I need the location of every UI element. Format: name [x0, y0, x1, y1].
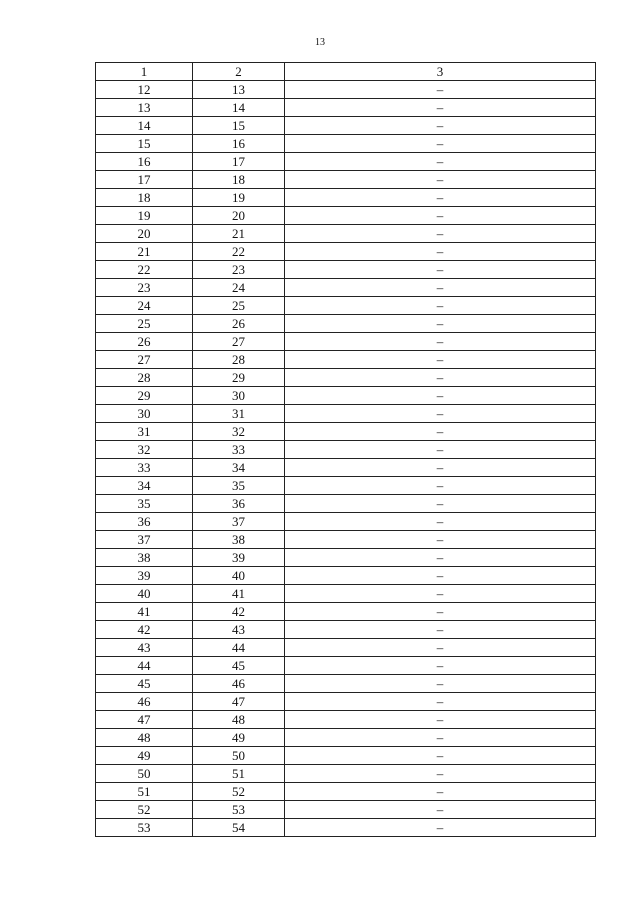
table-cell: 29 [96, 387, 193, 405]
table-row [96, 459, 596, 477]
table-row [96, 207, 596, 225]
table-cell: 52 [96, 801, 193, 819]
table-row [96, 585, 596, 603]
table-cell: 45 [193, 657, 285, 675]
table-cell: – [285, 567, 596, 585]
table-cell: 48 [96, 729, 193, 747]
table-cell: – [285, 99, 596, 117]
table-cell: – [285, 315, 596, 333]
table-cell: 44 [96, 657, 193, 675]
table-row [96, 333, 596, 351]
table-cell: 37 [96, 531, 193, 549]
table-cell: 38 [96, 549, 193, 567]
table-row [96, 441, 596, 459]
table-row [96, 765, 596, 783]
table-cell: 14 [96, 117, 193, 135]
table-cell: 25 [193, 297, 285, 315]
table-row [96, 819, 596, 837]
table-cell: 23 [193, 261, 285, 279]
table-cell: – [285, 621, 596, 639]
table-cell: – [285, 801, 596, 819]
table-row [96, 549, 596, 567]
table-cell: 45 [96, 675, 193, 693]
table-cell: – [285, 225, 596, 243]
table-cell: 53 [96, 819, 193, 837]
table-cell: – [285, 351, 596, 369]
table-cell: 21 [193, 225, 285, 243]
table-cell: 31 [193, 405, 285, 423]
table-row [96, 603, 596, 621]
table-cell: 17 [193, 153, 285, 171]
table-row [96, 117, 596, 135]
table-row [96, 225, 596, 243]
table-cell: – [285, 243, 596, 261]
table-cell: 49 [96, 747, 193, 765]
table-cell: 34 [193, 459, 285, 477]
table-row [96, 513, 596, 531]
table-cell: 28 [96, 369, 193, 387]
table-row [96, 801, 596, 819]
table-cell: 39 [96, 567, 193, 585]
table-cell: – [285, 639, 596, 657]
table-cell: 26 [96, 333, 193, 351]
table-cell: 13 [193, 81, 285, 99]
table-row [96, 657, 596, 675]
table-row [96, 639, 596, 657]
table-cell: – [285, 693, 596, 711]
table-cell: 43 [193, 621, 285, 639]
table-cell: – [285, 531, 596, 549]
table-row [96, 783, 596, 801]
table-cell: 30 [193, 387, 285, 405]
table-body [96, 81, 596, 837]
table-cell: 13 [96, 99, 193, 117]
column-header: 1 [96, 63, 193, 81]
table-cell: 28 [193, 351, 285, 369]
table-cell: 33 [96, 459, 193, 477]
table-cell: 31 [96, 423, 193, 441]
table-row [96, 279, 596, 297]
table-cell: – [285, 261, 596, 279]
table-cell: 23 [96, 279, 193, 297]
table-cell: 36 [96, 513, 193, 531]
table-cell: – [285, 459, 596, 477]
table-row [96, 729, 596, 747]
table-cell: 32 [193, 423, 285, 441]
table-row [96, 693, 596, 711]
table-cell: – [285, 747, 596, 765]
page-number: 13 [315, 37, 325, 48]
table-cell: 40 [193, 567, 285, 585]
table-cell: – [285, 81, 596, 99]
table-cell: 21 [96, 243, 193, 261]
table-cell: – [285, 423, 596, 441]
table-cell: – [285, 783, 596, 801]
table-cell: 29 [193, 369, 285, 387]
table-cell: 38 [193, 531, 285, 549]
table-cell: 47 [96, 711, 193, 729]
table-cell: – [285, 657, 596, 675]
table-cell: – [285, 297, 596, 315]
table-cell: – [285, 279, 596, 297]
table-cell: 36 [193, 495, 285, 513]
table-cell: – [285, 405, 596, 423]
table-cell: – [285, 189, 596, 207]
table-cell: 46 [96, 693, 193, 711]
table-cell: – [285, 729, 596, 747]
table-row [96, 99, 596, 117]
table-row [96, 81, 596, 99]
table-row [96, 189, 596, 207]
table-cell: – [285, 819, 596, 837]
table-row [96, 747, 596, 765]
table-cell: 22 [96, 261, 193, 279]
table-cell: 16 [193, 135, 285, 153]
table-row [96, 675, 596, 693]
table-row [96, 405, 596, 423]
table-cell: 20 [193, 207, 285, 225]
table-row [96, 135, 596, 153]
table-cell: 18 [193, 171, 285, 189]
table-row [96, 153, 596, 171]
table-cell: 15 [193, 117, 285, 135]
table-row [96, 261, 596, 279]
table-cell: – [285, 117, 596, 135]
table-cell: – [285, 441, 596, 459]
table-row [96, 171, 596, 189]
table-cell: 19 [193, 189, 285, 207]
table-cell: 19 [96, 207, 193, 225]
table-cell: 12 [96, 81, 193, 99]
table-cell: 15 [96, 135, 193, 153]
table-cell: 27 [96, 351, 193, 369]
table-cell: 18 [96, 189, 193, 207]
table-cell: 43 [96, 639, 193, 657]
table-cell: 35 [193, 477, 285, 495]
table-row [96, 477, 596, 495]
table-row [96, 567, 596, 585]
table-cell: 17 [96, 171, 193, 189]
table-row [96, 369, 596, 387]
table-cell: – [285, 711, 596, 729]
table-cell: – [285, 207, 596, 225]
table-cell: 54 [193, 819, 285, 837]
table-cell: – [285, 765, 596, 783]
table-cell: – [285, 153, 596, 171]
table-cell: – [285, 549, 596, 567]
table-cell: 25 [96, 315, 193, 333]
table-cell: 16 [96, 153, 193, 171]
table-cell: 49 [193, 729, 285, 747]
table-cell: – [285, 333, 596, 351]
table-cell: 53 [193, 801, 285, 819]
table-row [96, 531, 596, 549]
table-header-row [96, 63, 596, 81]
table-cell: – [285, 585, 596, 603]
table-cell: 47 [193, 693, 285, 711]
table-cell: – [285, 513, 596, 531]
table-cell: 37 [193, 513, 285, 531]
table-row [96, 495, 596, 513]
table-cell: 33 [193, 441, 285, 459]
column-header: 2 [193, 63, 285, 81]
table-cell: 20 [96, 225, 193, 243]
table-cell: 42 [193, 603, 285, 621]
table-row [96, 243, 596, 261]
table-cell: 26 [193, 315, 285, 333]
table-cell: 44 [193, 639, 285, 657]
table-cell: 39 [193, 549, 285, 567]
table-cell: 50 [96, 765, 193, 783]
table-row [96, 315, 596, 333]
table-cell: 46 [193, 675, 285, 693]
table-cell: 42 [96, 621, 193, 639]
data-table [95, 62, 596, 837]
table-cell: 34 [96, 477, 193, 495]
table-row [96, 711, 596, 729]
table-cell: 51 [96, 783, 193, 801]
table-cell: 35 [96, 495, 193, 513]
table-cell: 41 [96, 603, 193, 621]
table-row [96, 621, 596, 639]
table-cell: – [285, 675, 596, 693]
table-cell: – [285, 135, 596, 153]
column-header: 3 [285, 63, 596, 81]
table-row [96, 297, 596, 315]
table-cell: 51 [193, 765, 285, 783]
table-row [96, 423, 596, 441]
table-cell: 48 [193, 711, 285, 729]
table-cell: 27 [193, 333, 285, 351]
table-cell: – [285, 603, 596, 621]
table-cell: 40 [96, 585, 193, 603]
table-cell: 41 [193, 585, 285, 603]
table-row [96, 387, 596, 405]
table-cell: 22 [193, 243, 285, 261]
table-cell: 30 [96, 405, 193, 423]
table-cell: – [285, 369, 596, 387]
table-cell: – [285, 387, 596, 405]
table-row [96, 351, 596, 369]
table-cell: 52 [193, 783, 285, 801]
table-cell: 50 [193, 747, 285, 765]
table-cell: – [285, 477, 596, 495]
table-cell: – [285, 171, 596, 189]
table-cell: 24 [96, 297, 193, 315]
table-cell: 14 [193, 99, 285, 117]
table-cell: 32 [96, 441, 193, 459]
table-cell: 24 [193, 279, 285, 297]
table-cell: – [285, 495, 596, 513]
